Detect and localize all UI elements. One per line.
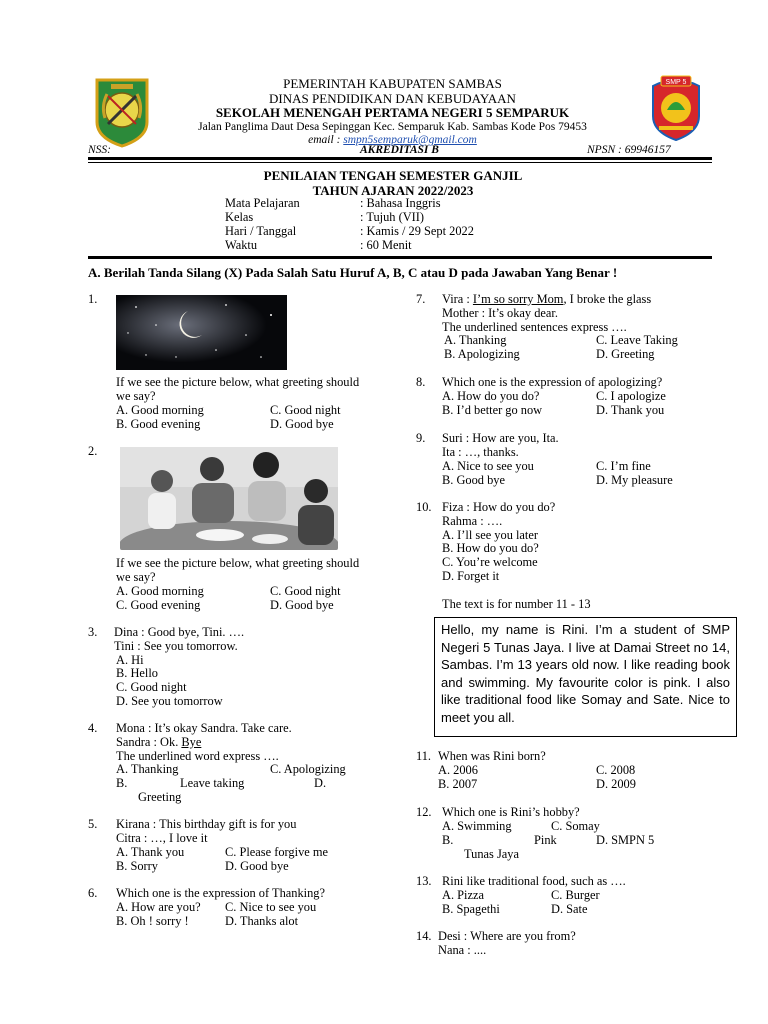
question-text: The underlined word express …. [116, 748, 279, 763]
option-a[interactable]: A. How do you do? [442, 388, 540, 403]
option-c[interactable]: C. Apologizing [270, 762, 346, 777]
option-c[interactable]: C. Nice to see you [225, 899, 317, 914]
option-d[interactable]: D. 2009 [596, 776, 636, 791]
logo-right [647, 72, 705, 142]
family-dinner-image [120, 447, 338, 550]
school-name: SEKOLAH MENENGAH PERTAMA NEGERI 5 SEMPARUK [215, 105, 570, 120]
dialog-line-rest: , I broke the glass [563, 292, 652, 306]
question-13 [442, 875, 732, 917]
question-text: The underlined sentences express …. [442, 319, 627, 334]
question-1 [116, 376, 366, 432]
question-2 [116, 557, 366, 613]
option-a[interactable]: A. Thanking [444, 333, 507, 348]
option-c[interactable]: C. 2008 [596, 762, 636, 777]
option-c[interactable]: C. I’m fine [596, 458, 651, 473]
email-label: email : [308, 133, 344, 146]
question-text: Rini like traditional food, such as …. [442, 874, 626, 888]
section-a-instruction: A. Berilah Tanda Silang (X) Pada Salah Satu Huruf A, B, C atau D pada Jawaban Yang Benar ! [88, 265, 618, 280]
option-d-text[interactable]: Greeting [138, 790, 182, 805]
option-a[interactable]: A. Swimming [442, 818, 512, 833]
question-number: 6. [88, 886, 98, 900]
question-text: Which one is the expression of apologizing? [442, 375, 663, 389]
option-b[interactable]: B. Sorry [116, 858, 158, 873]
question-3 [114, 626, 374, 709]
question-7 [442, 293, 732, 362]
option-d-text[interactable]: Tunas Jaya [464, 846, 519, 861]
option-a[interactable]: A. 2006 [438, 762, 478, 777]
question-number: 10. [416, 500, 432, 514]
dialog-line: Ita : …, thanks. [442, 444, 519, 459]
info-label: Waktu [225, 238, 258, 252]
dialog-line: Vira : [442, 292, 473, 306]
night-moon-image [116, 295, 287, 370]
option-c[interactable]: C. Please forgive me [225, 844, 329, 859]
dialog-line: Citra : …, I love it [116, 830, 208, 845]
question-text: If we see the picture below, what greeting should we say? [116, 375, 360, 403]
exam-title: PENILAIAN TENGAH SEMESTER GANJIL [263, 168, 523, 183]
question-number: 7. [416, 292, 426, 306]
option-c[interactable]: C. I apologize [596, 388, 666, 403]
info-rule [88, 256, 712, 259]
option-c[interactable]: C. Good night [270, 583, 341, 598]
option-d[interactable]: D. Good bye [270, 597, 334, 612]
dialog-line: Mother : It’s okay dear. [442, 305, 558, 320]
dialog-line: Sandra : Ok. [116, 734, 182, 749]
question-number: 2. [88, 444, 98, 458]
question-number: 8. [416, 375, 426, 389]
option-b[interactable]: B. Good bye [442, 472, 505, 487]
question-text: Which one is the expression of Thanking? [116, 886, 325, 900]
option-d[interactable]: D. Good bye [270, 416, 334, 431]
question-4 [116, 722, 376, 805]
info-label: Mata Pelajaran [225, 196, 300, 210]
option-b[interactable]: B. I’d better go now [442, 402, 543, 417]
question-number: 9. [416, 431, 426, 445]
question-number: 14. [416, 929, 432, 943]
npsn: NPSN : 69946157 [587, 144, 671, 156]
exam-info [225, 197, 525, 253]
question-14 [438, 930, 728, 958]
question-number: 13. [416, 874, 432, 888]
akreditasi: AKREDITASI B [360, 144, 439, 156]
info-value: : Bahasa Inggris [360, 196, 441, 210]
option-d[interactable]: D. SMPN 5 [596, 832, 655, 847]
option-b[interactable]: B. How do you do? [442, 541, 539, 556]
option-d[interactable]: D. [314, 776, 327, 791]
option-d[interactable]: D. My pleasure [596, 472, 673, 487]
option-a[interactable]: A. Thanking [116, 762, 179, 777]
question-number: 4. [88, 721, 98, 735]
question-number: 5. [88, 817, 98, 831]
option-d[interactable]: D. Greeting [596, 347, 655, 362]
reading-passage: Hello, my name is Rini. I’m a student of SMP Negeri 5 Tunas Jaya. I live at Damai Street no 14, Sambas. I’m 13 years old now. I like reading book and swimming. My favourite color is pink. I also like traditional food like Somay and Sate. Nice to meet you all. [434, 617, 737, 737]
question-number: 1. [88, 292, 98, 306]
question-6 [116, 887, 376, 929]
info-label: Hari / Tanggal [225, 224, 297, 238]
info-value: : Tujuh (VII) [360, 210, 425, 224]
option-a[interactable]: A. Thank you [116, 844, 185, 859]
option-b[interactable]: B. [442, 832, 454, 847]
info-value: : Kamis / 29 Sept 2022 [360, 224, 474, 238]
option-a[interactable]: A. Pizza [442, 887, 484, 902]
dialog-line: Desi : Where are you from? [438, 929, 576, 943]
passage-intro: The text is for number 11 - 13 [442, 597, 591, 611]
question-5 [116, 818, 376, 874]
option-d[interactable]: D. See you tomorrow [116, 693, 223, 708]
option-c[interactable]: C. Burger [551, 887, 600, 902]
option-b[interactable]: B. Good evening [116, 416, 201, 431]
question-10 [442, 501, 732, 584]
question-12 [442, 806, 732, 862]
question-number: 11. [416, 749, 432, 763]
option-b[interactable]: B. [116, 776, 128, 791]
nss-label: NSS: [88, 144, 111, 156]
question-9 [442, 432, 732, 488]
option-a[interactable]: A. Hi [116, 652, 144, 667]
option-b[interactable]: B. Apologizing [444, 347, 520, 362]
option-d[interactable]: D. Thank you [596, 402, 665, 417]
option-b-text[interactable]: Leave taking [180, 776, 245, 791]
info-label: Kelas [225, 210, 254, 224]
question-11 [438, 750, 728, 792]
option-b-text[interactable]: Pink [534, 832, 557, 847]
option-a[interactable]: A. Good morning [116, 583, 204, 598]
option-b[interactable]: B. Oh ! sorry ! [116, 913, 189, 928]
option-d[interactable]: D. Thanks alot [225, 913, 299, 928]
option-c[interactable]: C. You’re welcome [442, 555, 538, 570]
question-number: 12. [416, 805, 432, 819]
header-rule-thin [88, 162, 712, 163]
header-line1: PEMERINTAH KABUPATEN SAMBAS [283, 76, 502, 91]
option-a[interactable]: A. Nice to see you [442, 458, 534, 473]
dialog-line: Rahma : …. [442, 513, 503, 528]
dialog-line: Suri : How are you, Ita. [442, 431, 559, 445]
exam-year: TAHUN AJARAN 2022/2023 [312, 182, 474, 198]
header-line2: DINAS PENDIDIKAN DAN KEBUDAYAAN [269, 90, 516, 106]
option-a[interactable]: A. How are you? [116, 899, 201, 914]
question-text: If we see the picture below, what greeting should we say? [116, 556, 360, 584]
option-b[interactable]: C. Good evening [116, 597, 201, 612]
logo-right-text: SMP 5 [665, 79, 687, 86]
dialog-line: Dina : Good bye, Tini. …. [114, 625, 245, 639]
option-c[interactable]: C. Somay [551, 818, 600, 833]
option-c[interactable]: C. Good night [116, 680, 187, 695]
option-a[interactable]: A. I’ll see you later [442, 527, 538, 542]
header-rule-thick [88, 157, 712, 160]
underlined-word: Bye [181, 734, 202, 749]
option-b[interactable]: B. Hello [116, 666, 158, 681]
underlined-sentence: I’m so sorry Mom [472, 292, 564, 306]
option-b[interactable]: B. Spagethi [442, 901, 500, 916]
dialog-line: Nana : .... [438, 942, 487, 957]
option-d[interactable]: D. Good bye [225, 858, 289, 873]
question-8 [442, 376, 732, 418]
option-a[interactable]: A. Good morning [116, 402, 204, 417]
option-d[interactable]: D. Sate [551, 901, 588, 916]
info-value: : 60 Menit [360, 238, 412, 252]
option-c[interactable]: C. Good night [270, 402, 341, 417]
school-address: Jalan Panglima Daut Desa Sepinggan Kec. Semparuk Kab. Sambas Kode Pos 79453 [198, 120, 587, 133]
question-text: Which one is Rini’s hobby? [442, 805, 580, 819]
question-number: 3. [88, 625, 98, 639]
option-c[interactable]: C. Leave Taking [596, 333, 678, 348]
option-d[interactable]: D. Forget it [442, 568, 500, 583]
logo-left [93, 76, 151, 148]
email-link[interactable]: smpn5semparuk@gmail.com [343, 133, 477, 146]
dialog-line: Kirana : This birthday gift is for you [116, 817, 297, 831]
option-b[interactable]: B. 2007 [438, 776, 478, 791]
dialog-line: Fiza : How do you do? [442, 500, 556, 514]
dialog-line: Mona : It’s okay Sandra. Take care. [116, 721, 292, 735]
dialog-line: Tini : See you tomorrow. [114, 638, 238, 653]
question-text: When was Rini born? [438, 749, 546, 763]
